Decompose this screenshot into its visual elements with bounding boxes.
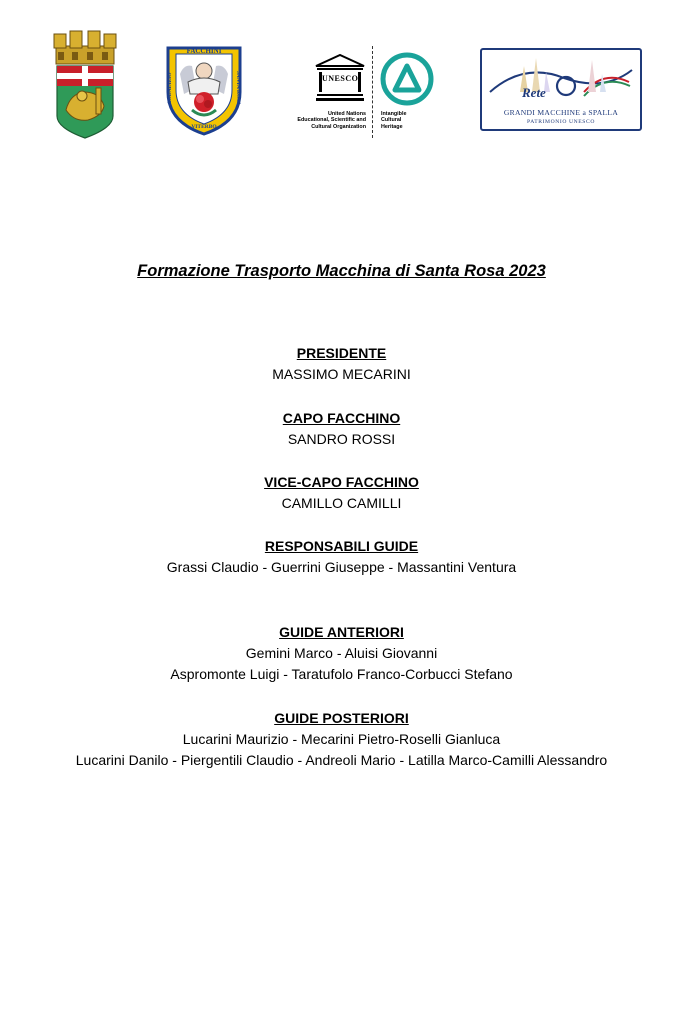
page-title: Formazione Trasporto Macchina di Santa Rosa 2023 bbox=[137, 262, 546, 280]
section-line: Grassi Claudio - Guerrini Giuseppe - Massantini Ventura bbox=[166, 559, 517, 575]
section-guide-posteriori bbox=[0, 708, 683, 771]
rete-line2: PATRIMONIO UNESCO bbox=[527, 119, 595, 125]
viterbo-coat-of-arms-icon bbox=[52, 28, 118, 140]
unesco-divider bbox=[372, 46, 373, 138]
section-guide-anteriori bbox=[0, 622, 683, 685]
section-presidente bbox=[0, 343, 683, 385]
section-vice-capo-facchino bbox=[0, 472, 683, 514]
section-heading: VICE-CAPO FACCHINO bbox=[264, 474, 419, 490]
section-line: SANDRO ROSSI bbox=[287, 431, 396, 447]
ich-line: Heritage bbox=[381, 123, 403, 130]
ich-line: Intangible bbox=[381, 111, 407, 117]
unesco-org-line: Cultural Organization bbox=[311, 123, 366, 130]
section-line: Gemini Marco - Aluisi Giovanni bbox=[245, 645, 438, 661]
intangible-heritage-emblem-icon bbox=[380, 52, 434, 106]
facchini-santa-rosa-logo-icon bbox=[166, 44, 242, 136]
rete-line1: GRANDI MACCHINE a SPALLA bbox=[503, 108, 619, 117]
facchini-bottom-text: VITERBO bbox=[191, 124, 217, 130]
rete-script-text: Rete bbox=[522, 85, 546, 100]
rete-skyline-icon bbox=[484, 52, 638, 100]
section-line: Lucarini Danilo - Piergentili Claudio - Andreoli Mario - Latilla Marco-Camilli Alessandro bbox=[75, 752, 608, 768]
section-responsabili-guide bbox=[0, 536, 683, 578]
unesco-org-text bbox=[290, 111, 366, 130]
facchini-right-text: SANTA ROSA bbox=[235, 70, 241, 106]
section-heading: RESPONSABILI GUIDE bbox=[264, 538, 419, 554]
section-line: CAMILLO CAMILLI bbox=[281, 495, 402, 511]
section-heading: GUIDE ANTERIORI bbox=[279, 624, 404, 640]
ich-text bbox=[381, 111, 431, 130]
ich-line: Cultural bbox=[381, 117, 402, 124]
logo-header bbox=[0, 0, 683, 150]
facchini-top-text: FACCHINI bbox=[186, 47, 222, 55]
unesco-org-line: Educational, Scientific and bbox=[297, 117, 366, 124]
facchini-left-text: SODALIZIO bbox=[167, 72, 173, 104]
section-heading: PRESIDENTE bbox=[296, 345, 387, 361]
section-heading: CAPO FACCHINO bbox=[282, 410, 401, 426]
unesco-org-line: United Nations bbox=[327, 111, 366, 117]
unesco-wordmark: UNESCO bbox=[322, 74, 359, 83]
section-line: Aspromonte Luigi - Taratufolo Franco-Corbucci Stefano bbox=[170, 666, 513, 682]
section-line: Lucarini Maurizio - Mecarini Pietro-Roselli Gianluca bbox=[182, 731, 501, 747]
section-line: MASSIMO MECARINI bbox=[272, 366, 411, 382]
section-heading: GUIDE POSTERIORI bbox=[274, 710, 409, 726]
section-capo-facchino bbox=[0, 408, 683, 450]
